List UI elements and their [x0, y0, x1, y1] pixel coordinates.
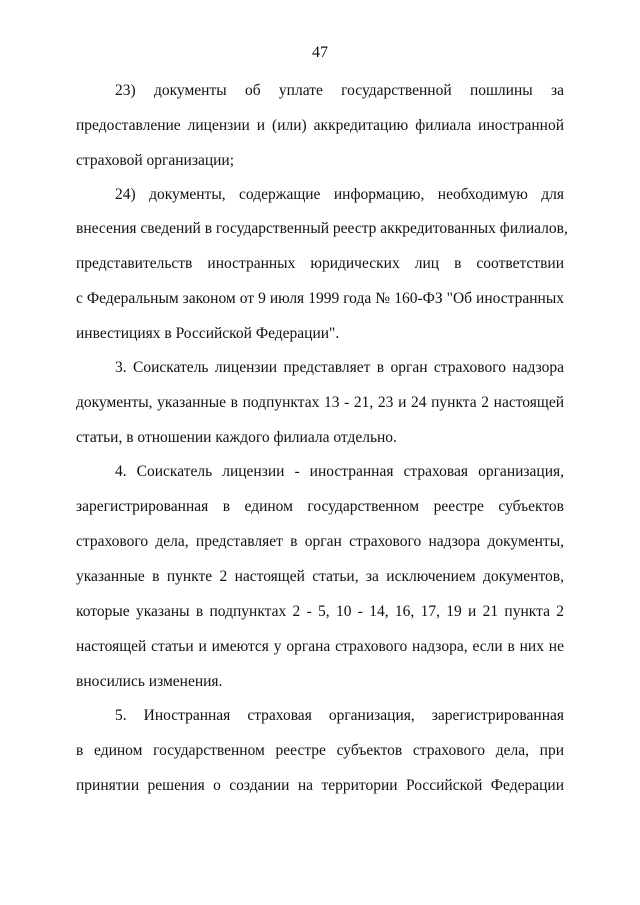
paragraph-5-line-2: в едином государственном реестре субъектов страхового дела, при — [76, 742, 564, 759]
item-24-line-3: представительств иностранных юридических лиц в соответствии — [76, 255, 564, 272]
paragraph-4-line-2: зарегистрированная в едином государственном реестре субъектов — [76, 498, 564, 515]
item-23-line-1: 23) документы об уплате государственной пошлины за — [115, 82, 564, 99]
paragraph-4-line-7: вносились изменения. — [76, 673, 223, 690]
item-23-line-3: страховой организации; — [76, 152, 235, 169]
item-24-line-2: внесения сведений в государственный реестр аккредитованных филиалов, — [76, 220, 568, 237]
paragraph-5-line-3: принятии решения о создании на территории Российской Федерации — [76, 777, 564, 794]
paragraph-4-line-6: настоящей статьи и имеются у органа страхового надзора, если в них не — [76, 638, 564, 655]
item-24-line-1: 24) документы, содержащие информацию, необходимую для — [115, 186, 564, 203]
item-24-line-5: инвестициях в Российской Федерации". — [76, 325, 340, 342]
paragraph-4-line-4: указанные в пункте 2 настоящей статьи, за исключением документов, — [76, 568, 564, 585]
paragraph-5-line-1: 5. Иностранная страховая организация, зарегистрированная — [115, 707, 564, 724]
paragraph-4-line-3: страхового дела, представляет в орган страхового надзора документы, — [76, 533, 564, 550]
paragraph-3-line-1: 3. Соискатель лицензии представляет в орган страхового надзора — [115, 359, 564, 376]
item-23-line-2: предоставление лицензии и (или) аккредитацию филиала иностранной — [76, 117, 564, 134]
page-number: 47 — [312, 44, 328, 61]
paragraph-3-line-2: документы, указанные в подпунктах 13 - 21, 23 и 24 пункта 2 настоящей — [76, 394, 564, 411]
paragraph-4-line-1: 4. Соискатель лицензии - иностранная страховая организация, — [115, 463, 564, 480]
item-24-line-4: с Федеральным законом от 9 июля 1999 года № 160-ФЗ "Об иностранных — [76, 290, 564, 307]
paragraph-3-line-3: статьи, в отношении каждого филиала отдельно. — [76, 429, 397, 446]
paragraph-4-line-5: которые указаны в подпунктах 2 - 5, 10 - 14, 16, 17, 19 и 21 пункта 2 — [76, 603, 564, 620]
